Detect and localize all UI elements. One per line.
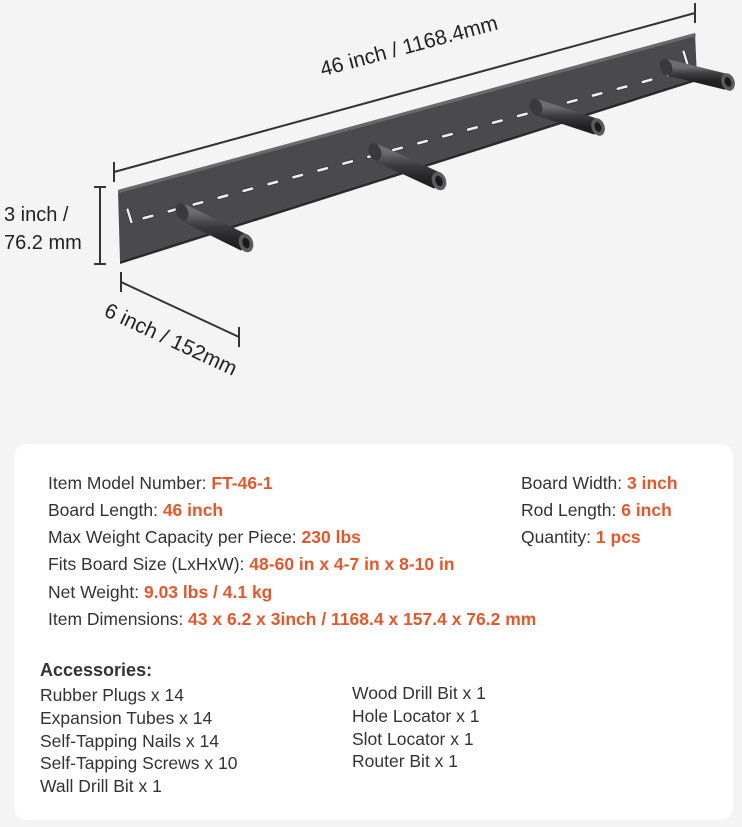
height-dimension-label-line2: 76.2 mm	[4, 232, 82, 254]
spec-label: Max Weight Capacity per Piece:	[48, 527, 302, 547]
spec-label: Item Dimensions:	[48, 609, 189, 629]
spec-label: Board Length:	[48, 500, 163, 520]
accessory-item: Self-Tapping Screws x 10	[40, 753, 238, 773]
accessory-item: Wall Drill Bit x 1	[40, 776, 162, 796]
spec-label: Quantity:	[521, 527, 596, 547]
spec-value: 3 inch	[627, 473, 678, 493]
spec-fits-board	[48, 556, 455, 574]
accessory-item: Expansion Tubes x 14	[40, 708, 213, 728]
spec-label: Item Model Number:	[48, 473, 212, 493]
spec-item-dimensions	[48, 611, 536, 629]
accessory-item: Hole Locator x 1	[352, 706, 480, 726]
spec-label: Net Weight:	[48, 582, 144, 602]
spec-value: 46 inch	[162, 500, 224, 520]
accessory-item: Router Bit x 1	[352, 751, 459, 771]
length-dimension-label: 46 inch / 1168.4mm	[317, 11, 501, 82]
spec-board-length	[48, 502, 223, 520]
spec-net-weight	[48, 584, 272, 602]
spec-card	[14, 444, 733, 820]
spec-value: 230 lbs	[301, 527, 361, 547]
spec-board-width	[521, 475, 678, 493]
accessory-item: Rubber Plugs x 14	[40, 685, 184, 705]
height-dimension-label-line1: 3 inch /	[4, 204, 69, 226]
spec-quantity	[521, 529, 641, 547]
spec-rod-length	[521, 502, 672, 520]
spec-value: FT-46-1	[211, 473, 273, 493]
spec-label: Rod Length:	[521, 500, 622, 520]
accessory-item: Slot Locator x 1	[352, 729, 474, 749]
accessory-item: Wood Drill Bit x 1	[352, 683, 486, 703]
spec-value: 6 inch	[621, 500, 672, 520]
spec-max-weight	[48, 529, 361, 547]
depth-dimension-label: 6 inch / 152mm	[100, 299, 241, 381]
spec-value: 48-60 in x 4-7 in x 8-10 in	[249, 554, 455, 574]
accessory-item: Self-Tapping Nails x 14	[40, 731, 219, 751]
spec-label: Board Width:	[521, 473, 628, 493]
spec-value: 9.03 lbs / 4.1 kg	[143, 582, 273, 602]
spec-model	[48, 475, 273, 493]
accessories-title: Accessories:	[40, 660, 153, 680]
height-dimension-line	[94, 187, 106, 264]
spec-value: 1 pcs	[595, 527, 641, 547]
spec-label: Fits Board Size (LxHxW):	[48, 554, 250, 574]
spec-value: 43 x 6.2 x 3inch / 1168.4 x 157.4 x 76.2 mm	[188, 609, 537, 629]
